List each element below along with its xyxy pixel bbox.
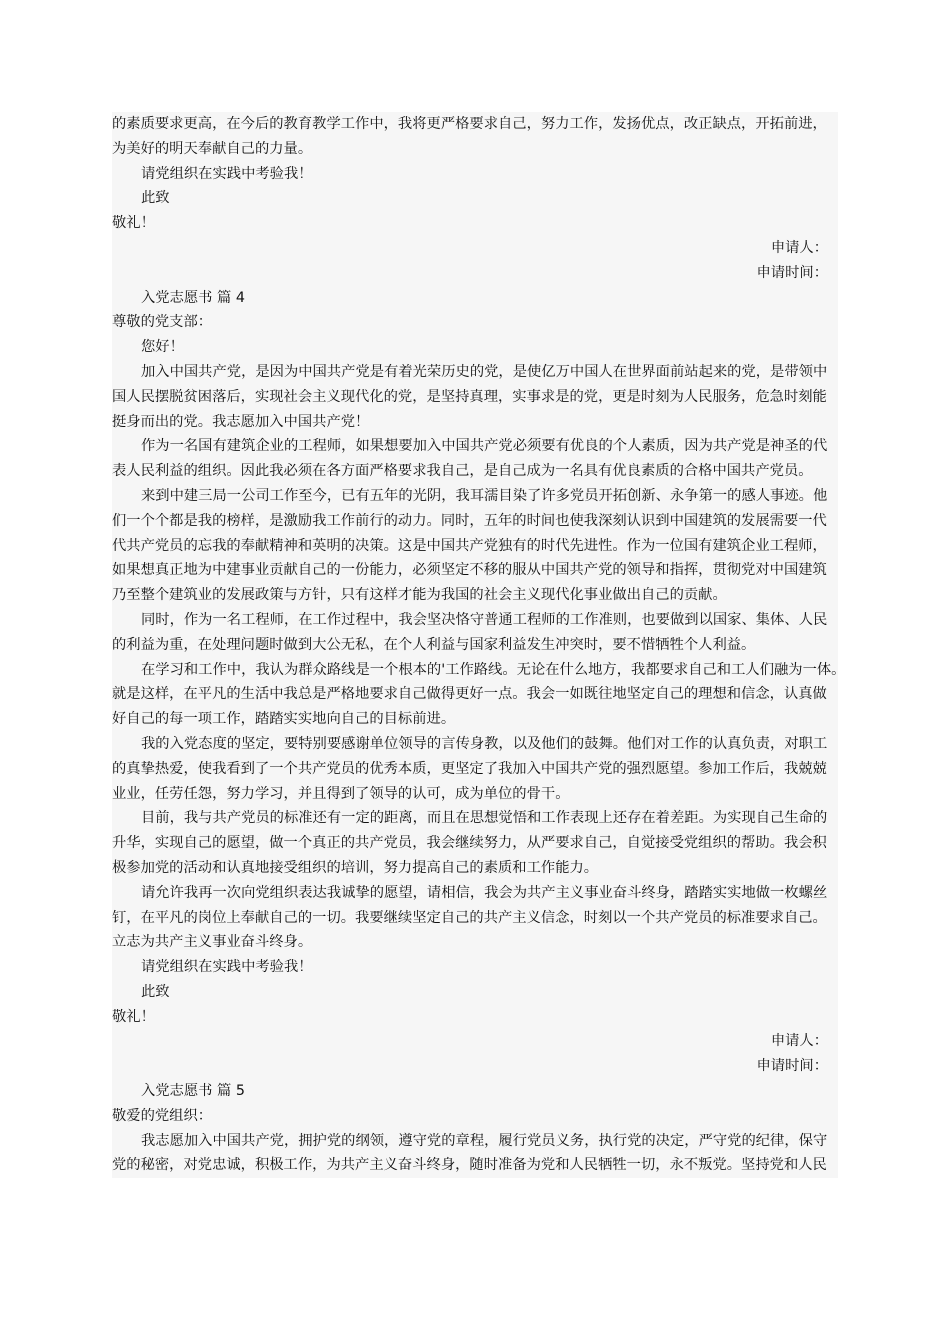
section-3-tail	[112, 112, 838, 286]
text-line: 尊敬的党支部：	[112, 314, 213, 331]
text-line: 敬礼！	[112, 215, 155, 232]
text-line: 代共产党员的忘我的奉献精神和英明的决策。这是中国共产党独有的时代先进性。作为一位国有建筑企业工程师，	[112, 537, 827, 554]
text-line: 挺身而出的党。我志愿加入中国共产党！	[112, 413, 370, 430]
section-4	[112, 286, 846, 1080]
text-line: 申请时间：	[756, 264, 828, 281]
text-line: 业业，任劳任怨，努力学习，并且得到了领导的认可，成为单位的骨干。	[112, 785, 570, 802]
text-line: 申请人：	[770, 1033, 828, 1050]
text-line: 请党组织在实践中考验我！	[141, 165, 313, 182]
text-line: 我的入党态度的坚定，要特别要感谢单位领导的言传身教，以及他们的鼓舞。他们对工作的认真负责，对职工	[141, 735, 828, 752]
text-line: 在学习和工作中，我认为群众路线是一个根本的'工作路线。无论在什么地方，我都要求自己和工人们融为一体。	[141, 661, 846, 678]
text-line: 此致	[141, 983, 170, 1000]
text-line: 请党组织在实践中考验我！	[141, 959, 313, 976]
text-line: 的素质要求更高，在今后的教育教学工作中，我将更严格要求自己，努力工作，发扬优点，改正缺点，开拓前进，	[112, 116, 827, 132]
text-line: 的真挚热爱，使我看到了一个共产党员的优秀本质，更坚定了我加入中国共产党的强烈愿望。参加工作后，我兢兢	[112, 760, 827, 777]
text-line: 乃至整个建筑业的发展政策与方针，只有这样才能为我国的社会主义现代化事业做出自己的贡献。	[112, 587, 727, 604]
text-line: 加入中国共产党，是因为中国共产党是有着光荣历史的党，是使亿万中国人在世界面前站起来的党，是带领中	[141, 363, 828, 380]
text-line: 此致	[141, 190, 170, 207]
text-line: 来到中建三局一公司工作至今，已有五年的光阴，我耳濡目染了许多党员开拓创新、永争第一的感人事迹。他	[141, 487, 828, 504]
text-line: 入党志愿书 篇 4	[141, 289, 245, 306]
text-line: 同时，作为一名工程师，在工作过程中，我会坚决恪守普通工程师的工作准则，也要做到以国家、集体、人民	[141, 611, 828, 628]
text-line: 们一个个都是我的榜样，是激励我工作前行的动力。同时，五年的时间也使我深刻认识到中国建筑的发展需要一代	[112, 512, 827, 529]
text-line: 入党志愿书 篇 5	[141, 1083, 245, 1100]
text-line: 申请时间：	[756, 1058, 828, 1075]
document-page	[112, 112, 846, 1178]
text-line: 国人民摆脱贫困落后，实现社会主义现代化的党，是坚持真理，实事求是的党，更是时刻为人民服务，危急时刻能	[112, 388, 827, 405]
text-line: 目前，我与共产党员的标准还有一定的距离，而且在思想觉悟和工作表现上还存在着差距。为实现自己生命的	[141, 810, 828, 827]
text-line: 党的秘密，对党忠诚，积极工作，为共产主义奋斗终身，随时准备为党和人民牺牲一切，永不叛党。坚持党和人民	[112, 1157, 827, 1174]
text-line: 您好！	[141, 339, 184, 356]
text-line: 好自己的每一项工作，踏踏实实地向自己的目标前进。	[112, 711, 456, 728]
text-line: 就是这样，在平凡的生活中我总是严格地要求自己做得更好一点。我会一如既往地坚定自己的理想和信念，认真做	[112, 686, 827, 703]
text-line: 立志为共产主义事业奋斗终身。	[112, 934, 313, 951]
text-line: 升华，实现自己的愿望，做一个真正的共产党员，我会继续努力，从严要求自己，自觉接受党组织的帮助。我会积	[112, 835, 827, 852]
text-line: 钉，在平凡的岗位上奉献自己的一切。我要继续坚定自己的共产主义信念，时刻以一个共产党员的标准要求自己。	[112, 909, 827, 926]
text-line: 请允许我再一次向党组织表达我诚挚的愿望，请相信，我会为共产主义事业奋斗终身，踏踏实实地做一枚螺丝	[141, 884, 828, 901]
text-line: 如果想真正地为中建事业贡献自己的一份能力，必须坚定不移的服从中国共产党的领导和指挥，贯彻党对中国建筑	[112, 562, 827, 579]
text-line: 作为一名国有建筑企业的工程师，如果想要加入中国共产党必须要有优良的个人素质，因为共产党是神圣的代	[141, 438, 828, 455]
text-line: 我志愿加入中国共产党，拥护党的纲领，遵守党的章程，履行党员义务，执行党的决定，严守党的纪律，保守	[141, 1132, 828, 1149]
text-line: 为美好的明天奉献自己的力量。	[112, 140, 313, 157]
text-line: 敬爱的党组织：	[112, 1107, 213, 1124]
text-line: 表人民利益的组织。因此我必须在各方面严格要求我自己，是自己成为一名具有优良素质的合格中国共产党员。	[112, 463, 813, 480]
text-line: 敬礼！	[112, 1008, 155, 1025]
text-line: 的利益为重，在处理问题时做到大公无私，在个人利益与国家利益发生冲突时，要不惜牺牲个人利益。	[112, 636, 756, 653]
section-5	[112, 1079, 838, 1178]
text-line: 申请人：	[770, 239, 828, 256]
text-line: 极参加党的活动和认真地接受组织的培训，努力提高自己的素质和工作能力。	[112, 859, 599, 876]
